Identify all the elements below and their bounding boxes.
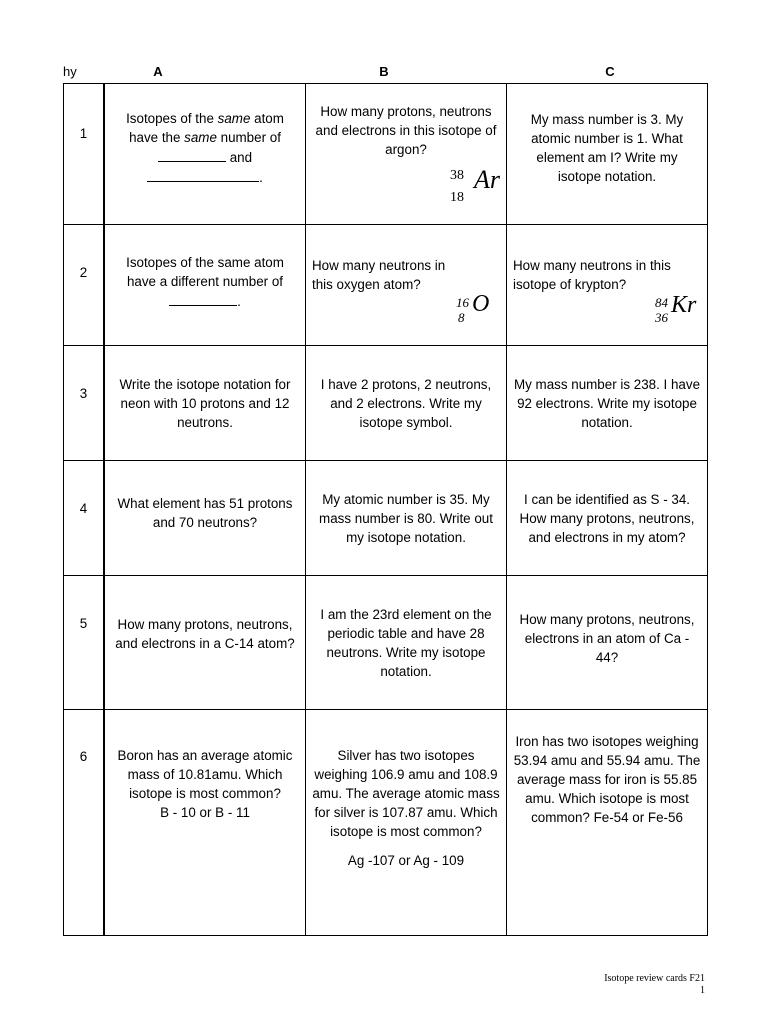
- answer-blank[interactable]: [169, 291, 237, 306]
- card-5c: How many protons, neutrons, electrons in an atom of Ca - 44?: [507, 576, 708, 710]
- review-cards-table: [63, 83, 708, 936]
- footer-title: Isotope review cards F21: [604, 973, 705, 984]
- argon-isotope-notation: 38 18 Ar: [450, 165, 500, 205]
- column-header-a: A: [153, 64, 163, 79]
- column-header-c: C: [605, 64, 615, 79]
- krypton-isotope-notation: 84 36 Kr: [655, 292, 697, 325]
- card-4a: What element has 51 protons and 70 neutrons?: [104, 461, 306, 576]
- card-6a: Boron has an average atomic mass of 10.81amu. Which isotope is most common? B - 10 or B - 11: [104, 710, 306, 936]
- card-6c: Iron has two isotopes weighing 53.94 amu and 55.94 amu. The average mass for iron is 55.85 amu. Which isotope is most common? Fe-54 or Fe-56: [507, 710, 708, 936]
- card-1c: My mass number is 3. My atomic number is 1. What element am I? Write my isotope notation.: [507, 84, 708, 225]
- row-number: 3: [64, 346, 105, 461]
- card-4c: I can be identified as S - 34. How many protons, neutrons, and electrons in my atom?: [507, 461, 708, 576]
- page-footer: [604, 973, 705, 997]
- row-number: 2: [64, 225, 105, 346]
- card-2b: How many neutrons in this oxygen atom? 16 8 O: [306, 225, 507, 346]
- card-1b: How many protons, neutrons and electrons in this isotope of argon? 38 18 Ar: [306, 84, 507, 225]
- table-row: [64, 346, 708, 461]
- row-number: 1: [64, 84, 105, 225]
- row-number: 6: [64, 710, 105, 936]
- row-number: 4: [64, 461, 105, 576]
- card-4b: My atomic number is 35. My mass number is 80. Write out my isotope notation.: [306, 461, 507, 576]
- answer-blank[interactable]: [158, 147, 226, 162]
- card-2c: How many neutrons in this isotope of krypton? 84 36 Kr: [507, 225, 708, 346]
- oxygen-isotope-notation: 16 8 O: [456, 291, 490, 325]
- card-5a: How many protons, neutrons, and electrons in a C-14 atom?: [104, 576, 306, 710]
- table-row: [64, 576, 708, 710]
- table-row: [64, 225, 708, 346]
- table-row: [64, 84, 708, 225]
- card-2a: Isotopes of the same atom have a different number of .: [104, 225, 306, 346]
- table-row: [64, 710, 708, 936]
- card-3b: I have 2 protons, 2 neutrons, and 2 electrons. Write my isotope symbol.: [306, 346, 507, 461]
- answer-blank[interactable]: [147, 167, 259, 182]
- card-5b: I am the 23rd element on the periodic table and have 28 neutrons. Write my isotope notation.: [306, 576, 507, 710]
- column-header-b: B: [379, 64, 389, 79]
- card-3a: Write the isotope notation for neon with 10 protons and 12 neutrons.: [104, 346, 306, 461]
- table-row: [64, 461, 708, 576]
- card-6b: Silver has two isotopes weighing 106.9 amu and 108.9 amu. The average atomic mass for silver is 107.87 amu. Which isotope is most common? Ag -107 or Ag - 109: [306, 710, 507, 936]
- card-3c: My mass number is 238. I have 92 electrons. Write my isotope notation.: [507, 346, 708, 461]
- header-corner-label: hy: [63, 64, 77, 79]
- page-number: 1: [700, 985, 705, 996]
- row-number: 5: [64, 576, 105, 710]
- card-1a: Isotopes of the same atom have the same number of and .: [104, 84, 306, 225]
